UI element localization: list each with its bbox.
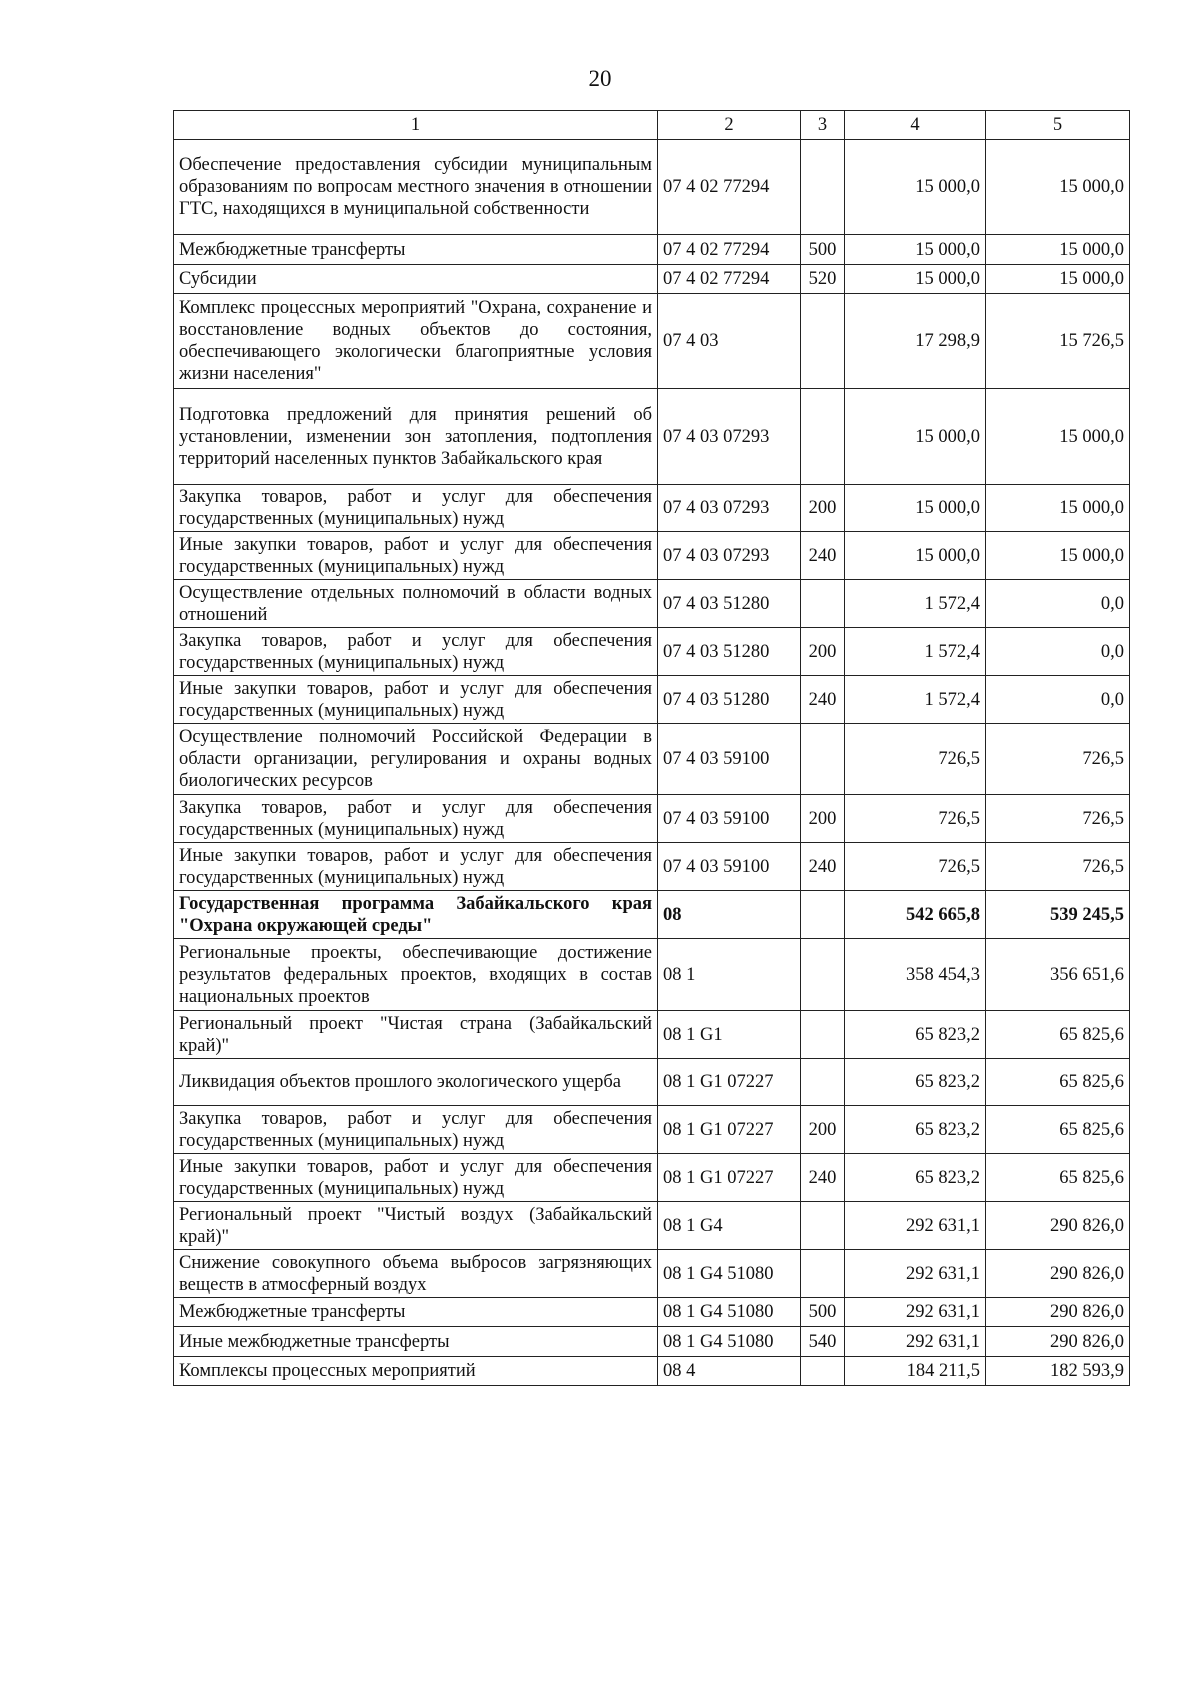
row-name-cell: Субсидии — [174, 265, 658, 294]
row-kvr-cell — [801, 1059, 845, 1106]
row-kvr-cell — [801, 580, 845, 628]
row-name-cell: Иные закупки товаров, работ и услуг для обеспечения государственных (муниципальных) нужд — [174, 676, 658, 724]
row-amount-1-cell: 542 665,8 — [845, 891, 986, 939]
table-row — [174, 265, 1130, 294]
row-amount-2-cell: 290 826,0 — [986, 1250, 1130, 1298]
row-amount-1-cell: 65 823,2 — [845, 1059, 986, 1106]
table-row — [174, 1106, 1130, 1154]
row-name-cell: Комплексы процессных мероприятий — [174, 1357, 658, 1386]
row-code-cell: 07 4 03 07293 — [658, 389, 801, 485]
row-amount-1-cell: 15 000,0 — [845, 532, 986, 580]
row-kvr-cell: 200 — [801, 628, 845, 676]
table-row — [174, 628, 1130, 676]
table-row — [174, 294, 1130, 389]
row-kvr-cell: 500 — [801, 235, 845, 265]
row-amount-1-cell: 1 572,4 — [845, 676, 986, 724]
row-code-cell: 07 4 03 59100 — [658, 795, 801, 843]
col-header-name: 1 — [174, 111, 658, 140]
row-amount-2-cell: 290 826,0 — [986, 1327, 1130, 1357]
row-kvr-cell — [801, 294, 845, 389]
row-code-cell: 07 4 03 — [658, 294, 801, 389]
row-name-cell: Закупка товаров, работ и услуг для обеспечения государственных (муниципальных) нужд — [174, 628, 658, 676]
row-code-cell: 07 4 03 07293 — [658, 485, 801, 532]
row-name-cell: Иные межбюджетные трансферты — [174, 1327, 658, 1357]
row-amount-2-cell: 182 593,9 — [986, 1357, 1130, 1386]
row-amount-2-cell: 0,0 — [986, 580, 1130, 628]
row-code-cell: 08 1 G1 07227 — [658, 1106, 801, 1154]
row-code-cell: 08 1 G1 07227 — [658, 1154, 801, 1202]
col-header-code: 2 — [658, 111, 801, 140]
row-name-cell: Ликвидация объектов прошлого экологического ущерба — [174, 1059, 658, 1106]
row-code-cell: 07 4 03 59100 — [658, 843, 801, 891]
row-name-cell: Закупка товаров, работ и услуг для обеспечения государственных (муниципальных) нужд — [174, 485, 658, 532]
table-row — [174, 1357, 1130, 1386]
table-header — [174, 111, 1130, 140]
row-amount-2-cell: 356 651,6 — [986, 939, 1130, 1011]
row-amount-1-cell: 358 454,3 — [845, 939, 986, 1011]
row-amount-2-cell: 290 826,0 — [986, 1298, 1130, 1327]
table-row — [174, 1250, 1130, 1298]
row-amount-2-cell: 290 826,0 — [986, 1202, 1130, 1250]
row-code-cell: 07 4 03 07293 — [658, 532, 801, 580]
row-kvr-cell: 200 — [801, 1106, 845, 1154]
col-header-kvr: 3 — [801, 111, 845, 140]
row-kvr-cell: 240 — [801, 676, 845, 724]
row-code-cell: 08 4 — [658, 1357, 801, 1386]
row-name-cell: Иные закупки товаров, работ и услуг для обеспечения государственных (муниципальных) нужд — [174, 532, 658, 580]
table-row — [174, 1327, 1130, 1357]
row-kvr-cell: 520 — [801, 265, 845, 294]
col-header-amount-2: 5 — [986, 111, 1130, 140]
row-kvr-cell: 240 — [801, 843, 845, 891]
table-row — [174, 676, 1130, 724]
row-code-cell: 08 1 G4 51080 — [658, 1327, 801, 1357]
row-kvr-cell — [801, 1011, 845, 1059]
row-kvr-cell — [801, 1202, 845, 1250]
row-amount-2-cell: 0,0 — [986, 628, 1130, 676]
row-kvr-cell — [801, 724, 845, 795]
row-code-cell: 08 1 G4 51080 — [658, 1298, 801, 1327]
row-name-cell: Подготовка предложений для принятия решений об установлении, изменении зон затопления, подтопления территорий населенных пунктов Забайкальского края — [174, 389, 658, 485]
row-amount-1-cell: 15 000,0 — [845, 265, 986, 294]
budget-table — [173, 110, 1130, 1386]
table-row — [174, 532, 1130, 580]
row-amount-2-cell: 0,0 — [986, 676, 1130, 724]
row-amount-1-cell: 65 823,2 — [845, 1154, 986, 1202]
row-code-cell: 08 1 G4 51080 — [658, 1250, 801, 1298]
row-kvr-cell: 240 — [801, 532, 845, 580]
row-kvr-cell — [801, 140, 845, 235]
row-amount-1-cell: 292 631,1 — [845, 1250, 986, 1298]
row-kvr-cell: 240 — [801, 1154, 845, 1202]
row-amount-1-cell: 292 631,1 — [845, 1298, 986, 1327]
table-row — [174, 1154, 1130, 1202]
table-body — [174, 140, 1130, 1386]
row-code-cell: 07 4 03 51280 — [658, 580, 801, 628]
row-name-cell: Региональные проекты, обеспечивающие достижение результатов федеральных проектов, входящих в состав национальных проектов — [174, 939, 658, 1011]
table-row — [174, 795, 1130, 843]
row-amount-1-cell: 15 000,0 — [845, 389, 986, 485]
row-name-cell: Снижение совокупного объема выбросов загрязняющих веществ в атмосферный воздух — [174, 1250, 658, 1298]
table-row — [174, 1202, 1130, 1250]
row-name-cell: Межбюджетные трансферты — [174, 235, 658, 265]
row-name-cell: Иные закупки товаров, работ и услуг для обеспечения государственных (муниципальных) нужд — [174, 1154, 658, 1202]
row-amount-1-cell: 726,5 — [845, 724, 986, 795]
row-amount-2-cell: 15 000,0 — [986, 235, 1130, 265]
row-kvr-cell — [801, 1357, 845, 1386]
row-kvr-cell — [801, 389, 845, 485]
row-name-cell: Осуществление отдельных полномочий в области водных отношений — [174, 580, 658, 628]
row-amount-1-cell: 292 631,1 — [845, 1202, 986, 1250]
row-amount-2-cell: 726,5 — [986, 724, 1130, 795]
row-code-cell: 07 4 02 77294 — [658, 140, 801, 235]
row-kvr-cell: 540 — [801, 1327, 845, 1357]
table-row — [174, 485, 1130, 532]
table-row — [174, 140, 1130, 235]
col-header-amount-1: 4 — [845, 111, 986, 140]
table-row — [174, 891, 1130, 939]
row-code-cell: 08 — [658, 891, 801, 939]
row-amount-1-cell: 65 823,2 — [845, 1011, 986, 1059]
page-number: 20 — [588, 66, 612, 91]
row-code-cell: 07 4 02 77294 — [658, 265, 801, 294]
row-code-cell: 07 4 02 77294 — [658, 235, 801, 265]
table-row — [174, 1059, 1130, 1106]
row-name-cell: Осуществление полномочий Российской Федерации в области организации, регулирования и охраны водных биологических ресурсов — [174, 724, 658, 795]
row-kvr-cell — [801, 939, 845, 1011]
row-name-cell: Региональный проект "Чистая страна (Забайкальский край)" — [174, 1011, 658, 1059]
row-amount-2-cell: 15 726,5 — [986, 294, 1130, 389]
row-code-cell: 08 1 G1 07227 — [658, 1059, 801, 1106]
table-row — [174, 580, 1130, 628]
row-amount-1-cell: 15 000,0 — [845, 235, 986, 265]
row-code-cell: 08 1 G1 — [658, 1011, 801, 1059]
row-code-cell: 07 4 03 51280 — [658, 676, 801, 724]
row-amount-2-cell: 15 000,0 — [986, 532, 1130, 580]
row-name-cell: Региональный проект "Чистый воздух (Забайкальский край)" — [174, 1202, 658, 1250]
row-amount-2-cell: 15 000,0 — [986, 140, 1130, 235]
row-amount-2-cell: 65 825,6 — [986, 1106, 1130, 1154]
row-kvr-cell: 200 — [801, 485, 845, 532]
row-amount-1-cell: 17 298,9 — [845, 294, 986, 389]
row-name-cell: Иные закупки товаров, работ и услуг для обеспечения государственных (муниципальных) нужд — [174, 843, 658, 891]
row-name-cell: Обеспечение предоставления субсидии муниципальным образованиям по вопросам местного значения в отношении ГТС, находящихся в муниципальной собственности — [174, 140, 658, 235]
row-name-cell: Закупка товаров, работ и услуг для обеспечения государственных (муниципальных) нужд — [174, 795, 658, 843]
row-amount-1-cell: 1 572,4 — [845, 580, 986, 628]
row-amount-1-cell: 292 631,1 — [845, 1327, 986, 1357]
row-kvr-cell: 500 — [801, 1298, 845, 1327]
row-code-cell: 08 1 G4 — [658, 1202, 801, 1250]
row-amount-2-cell: 65 825,6 — [986, 1011, 1130, 1059]
row-code-cell: 08 1 — [658, 939, 801, 1011]
table-row — [174, 843, 1130, 891]
row-amount-1-cell: 726,5 — [845, 795, 986, 843]
row-amount-1-cell: 65 823,2 — [845, 1106, 986, 1154]
header-row — [174, 111, 1130, 140]
row-amount-2-cell: 15 000,0 — [986, 389, 1130, 485]
row-name-cell: Закупка товаров, работ и услуг для обеспечения государственных (муниципальных) нужд — [174, 1106, 658, 1154]
row-amount-1-cell: 1 572,4 — [845, 628, 986, 676]
table-row — [174, 939, 1130, 1011]
row-amount-2-cell: 726,5 — [986, 795, 1130, 843]
row-name-cell: Межбюджетные трансферты — [174, 1298, 658, 1327]
row-kvr-cell — [801, 1250, 845, 1298]
row-amount-2-cell: 65 825,6 — [986, 1059, 1130, 1106]
table-row — [174, 724, 1130, 795]
row-amount-2-cell: 15 000,0 — [986, 265, 1130, 294]
row-amount-2-cell: 539 245,5 — [986, 891, 1130, 939]
table-row — [174, 1011, 1130, 1059]
row-name-cell: Государственная программа Забайкальского края "Охрана окружающей среды" — [174, 891, 658, 939]
row-code-cell: 07 4 03 51280 — [658, 628, 801, 676]
row-name-cell: Комплекс процессных мероприятий "Охрана, сохранение и восстановление водных объектов до состояния, обеспечивающего экологически благоприятные условия жизни населения" — [174, 294, 658, 389]
row-kvr-cell: 200 — [801, 795, 845, 843]
table-row — [174, 389, 1130, 485]
row-amount-2-cell: 65 825,6 — [986, 1154, 1130, 1202]
row-amount-2-cell: 15 000,0 — [986, 485, 1130, 532]
table-row — [174, 1298, 1130, 1327]
row-amount-1-cell: 184 211,5 — [845, 1357, 986, 1386]
row-amount-1-cell: 726,5 — [845, 843, 986, 891]
row-amount-1-cell: 15 000,0 — [845, 485, 986, 532]
row-amount-1-cell: 15 000,0 — [845, 140, 986, 235]
row-amount-2-cell: 726,5 — [986, 843, 1130, 891]
row-code-cell: 07 4 03 59100 — [658, 724, 801, 795]
table-row — [174, 235, 1130, 265]
row-kvr-cell — [801, 891, 845, 939]
